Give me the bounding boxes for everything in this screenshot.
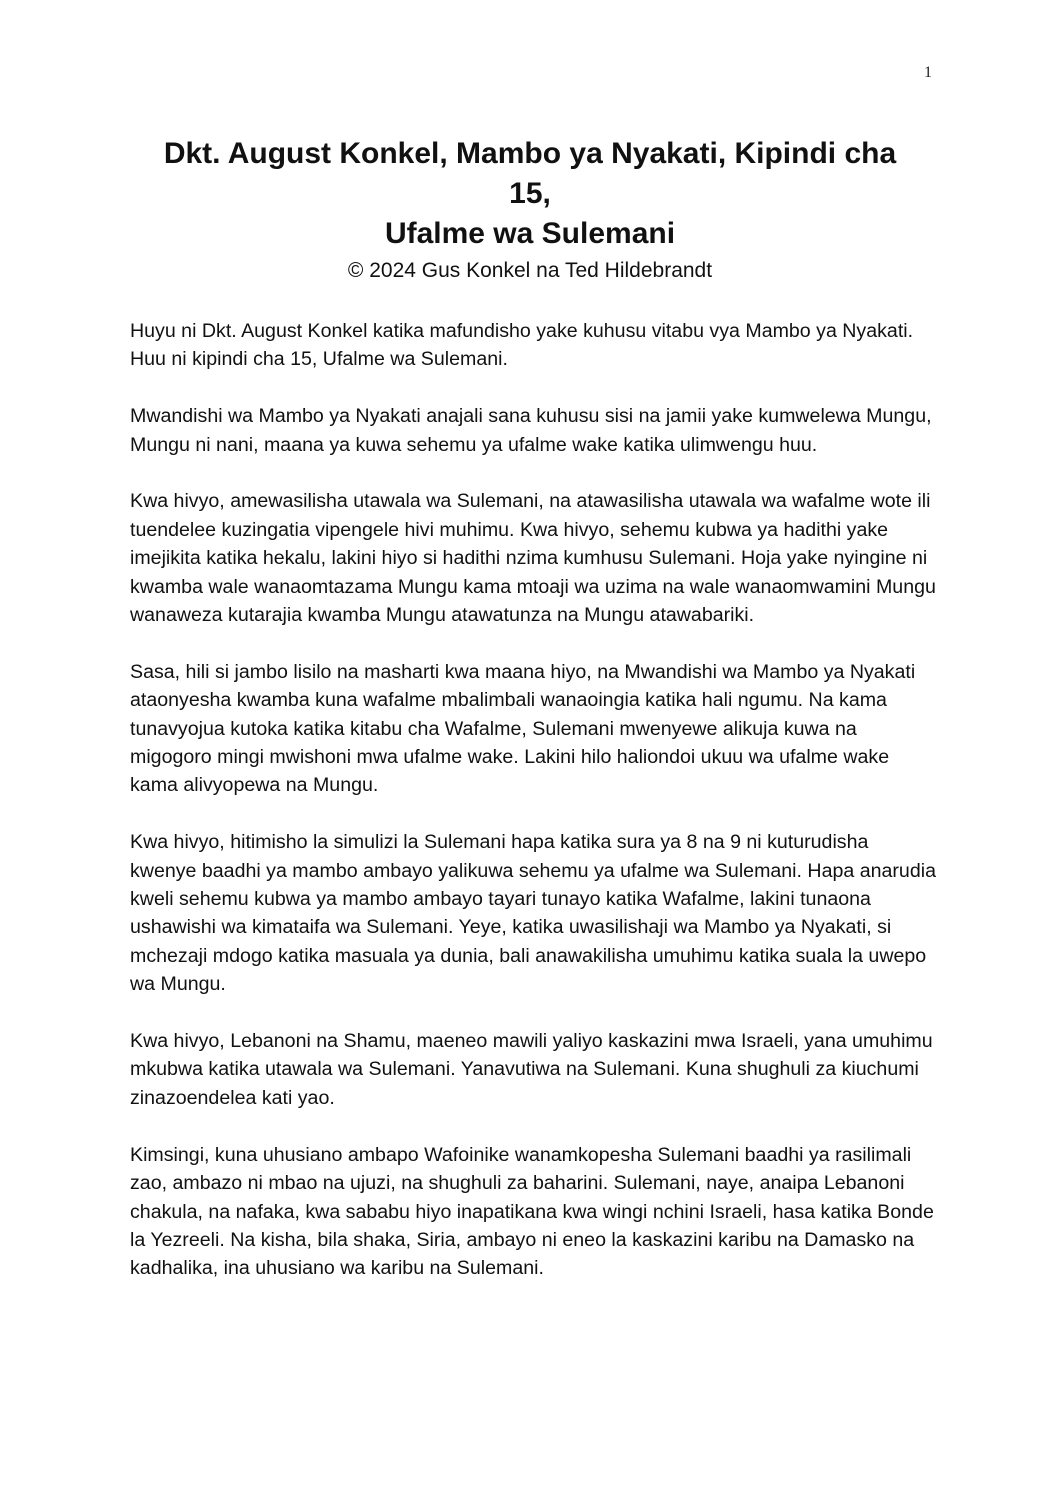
document-header [128, 134, 932, 286]
paragraph: Kwa hivyo, Lebanoni na Shamu, maeneo mawili yaliyo kaskazini mwa Israeli, yana umuhimu mkubwa katika utawala wa Sulemani. Yanavutiwa na Sulemani. Kuna shughuli za kiuchumi zinazoendelea kati yao. [130, 1030, 933, 1109]
paragraph: Sasa, hili si jambo lisilo na masharti kwa maana hiyo, na Mwandishi wa Mambo ya Nyakati ataonyesha kwamba kuna wafalme mbalimbali wanaoingia katika hali ngumu. Na kama tunavyojua kutoka katika kitabu cha Wafalme, Sulemani mwenyewe alikuja kuwa na migogoro mingi mwishoni mwa ufalme wake. Lakini hilo haliondoi ukuu wa ufalme wake kama alivyopewa na Mungu. [130, 660, 916, 797]
document-title-line-3: Ufalme wa Sulemani [384, 217, 676, 250]
copyright-notice: © 2024 Gus Konkel na Ted Hildebrandt [347, 259, 713, 282]
paragraph: Kwa hivyo, amewasilisha utawala wa Sulemani, na atawasilisha utawala wa wafalme wote ili tuendelee kuzingatia vipengele hivi muhimu. Kwa hivyo, sehemu kubwa ya hadithi yake imejikita katika hekalu, lakini hiyo si hadithi nzima kumhusu Sulemani. Hoja yake nyingine ni kwamba wale wanaomtazama Mungu kama mtoaji wa uzima na wale wanaomwamini Mungu wanaweza kutarajia kwamba Mungu atawatunza na Mungu atawabariki. [130, 490, 936, 627]
page-number: 1 [924, 64, 932, 81]
paragraph: Huyu ni Dkt. August Konkel katika mafundisho yake kuhusu vitabu vya Mambo ya Nyakati. Huu ni kipindi cha 15, Ufalme wa Sulemani. [130, 320, 914, 371]
paragraph: Kwa hivyo, hitimisho la simulizi la Sulemani hapa katika sura ya 8 na 9 ni kuturudisha kwenye baadhi ya mambo ambayo yalikuwa sehemu ya ufalme wa Sulemani. Hapa anarudia kweli sehemu kubwa ya mambo ambayo tayari tunayo katika Wafalme, lakini tunaona ushawishi wa kimataifa wa Sulemani. Yeye, katika uwasilishaji wa Mambo ya Nyakati, si mchezaji mdogo katika masuala ya dunia, bali anawakilisha umuhimu katika suala la uwepo wa Mungu. [130, 831, 936, 996]
paragraph: Mwandishi wa Mambo ya Nyakati anajali sana kuhusu sisi na jamii yake kumwelewa Mungu, Mungu ni nani, maana ya kuwa sehemu ya ufalme wake katika ulimwengu huu. [130, 405, 932, 456]
document-body [130, 317, 940, 1311]
paragraph: Kimsingi, kuna uhusiano ambapo Wafoinike wanamkopesha Sulemani baadhi ya rasilimali zao, ambazo ni mbao na ujuzi, na shughuli za baharini. Sulemani, naye, anaipa Lebanoni chakula, na nafaka, kwa sababu hiyo inapatikana kwa wingi nchini Israeli, hasa katika Bonde la Yezreeli. Na kisha, bila shaka, Siria, ambayo ni eneo la kaskazini karibu na Damasko na kadhalika, ina uhusiano wa karibu na Sulemani. [130, 1143, 934, 1280]
document-title-line-1: Dkt. August Konkel, Mambo ya Nyakati, Kipindi cha [163, 137, 897, 170]
document-title-line-2: 15, [509, 177, 551, 210]
